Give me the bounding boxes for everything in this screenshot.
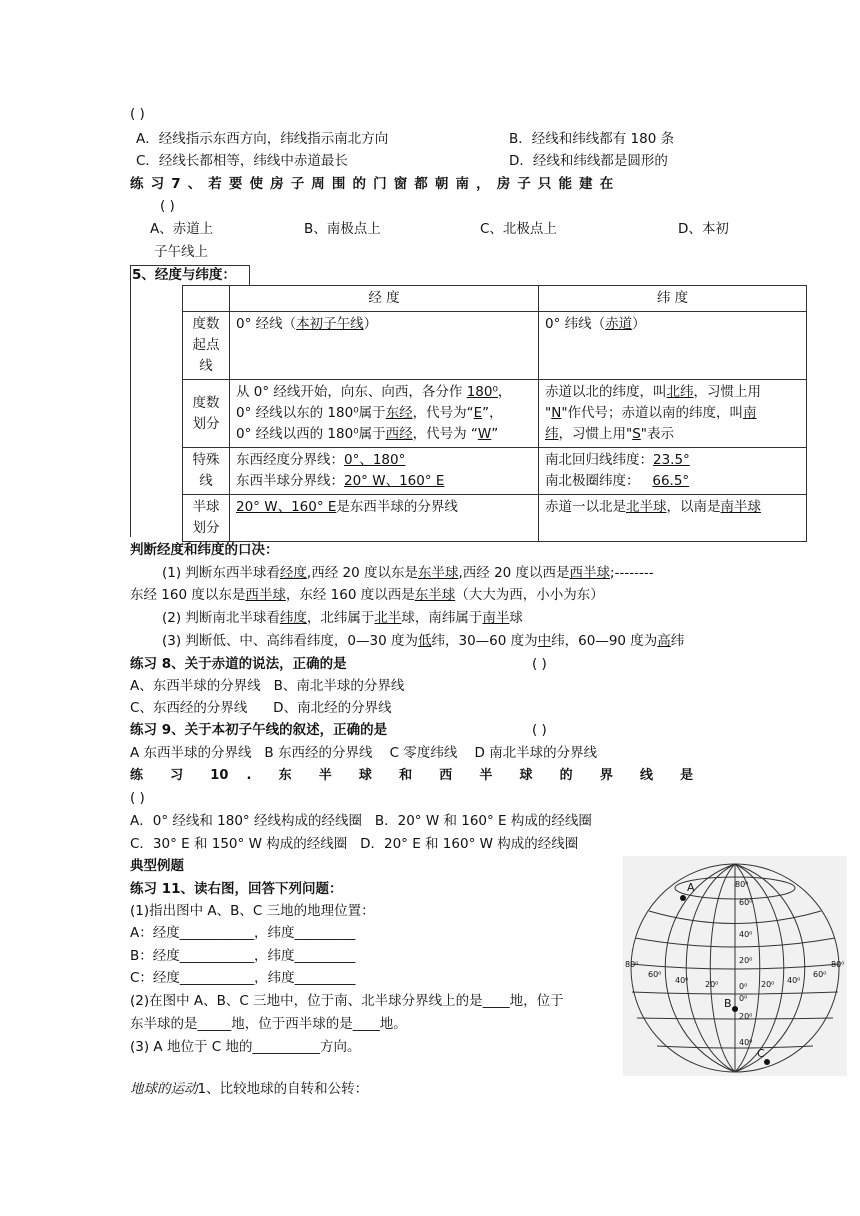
q8-options-ab: A、东西半球的分界线 B、南北半球的分界线 — [130, 678, 405, 694]
hemisphere-longitude: 20° W、160° E是东西半球的分界线 — [230, 495, 539, 542]
rhyme-line-1: (1) 判断东西半球看经度,西经 20 度以东是东半球,西经 20 度以西是西半球;-------- — [162, 565, 654, 581]
lon-lat-table — [182, 285, 807, 542]
q6-option-c: C．经线长都相等，纬线中赤道最长 — [136, 153, 348, 169]
q7-option-c: C、北极点上 — [480, 221, 557, 237]
q6-option-a: A．经线指示东西方向，纬线指示南北方向 — [136, 131, 389, 147]
q6-option-d: D．经线和纬线都是圆形的 — [509, 153, 668, 169]
row-key-origin: 度数起点线 — [183, 312, 230, 380]
division-latitude: 赤道以北的纬度，叫北纬，习惯上用 "N"作代号；赤道以南的纬度，叫南 纬，习惯上用"S"表示 — [539, 380, 807, 448]
section5-frame — [130, 285, 183, 537]
q10-options-ab: A．0° 经线和 180° 经线构成的经线圈 B．20° W 和 160° E 构成的经线圈 — [130, 813, 592, 829]
globe-figure — [623, 856, 847, 1076]
division-longitude: 从 0° 经线开始，向东、向西，各分作 180⁰， 0° 经线以东的 180⁰属于东经，代号为“E”， 0° 经线以西的 180⁰属于西经，代号为 “W” — [230, 380, 539, 448]
tick-lon-w60: 60⁰ — [648, 970, 662, 979]
q6-option-b: B．经线和纬线都有 180 条 — [509, 131, 675, 147]
tick-lat-20: 20⁰ — [739, 956, 753, 965]
special-latitude: 南北回归线纬度：23.5° 南北极圈纬度： 66.5° — [539, 448, 807, 495]
rhyme-line-4: (3) 判断低、中、高纬看纬度，0—30 度为低纬，30—60 度为中纬，60—90 度为高纬 — [162, 633, 685, 649]
q11-stem: 练习 11、读右图，回答下列问题： — [130, 881, 343, 897]
tick-lat-80: 80⁰ — [735, 880, 749, 889]
q7-option-b: B、南极点上 — [304, 221, 381, 237]
tick-lon-w80: 80⁰ — [625, 960, 639, 969]
rhyme-title: 判断经度和纬度的口决： — [130, 542, 279, 558]
tick-eq-0: 0⁰ — [739, 982, 748, 991]
label-b: B — [724, 997, 732, 1010]
label-c: C — [757, 1047, 765, 1060]
tick-lon-e60: 60⁰ — [813, 970, 827, 979]
earth-motion-heading: 地球的运动1、比较地球的自转和公转： — [130, 1081, 369, 1097]
q7-option-a: A、赤道上 — [150, 221, 214, 237]
lon-line-w20 — [710, 864, 735, 1072]
q9-answer-paren: ( ) — [532, 722, 547, 738]
q11-part-3: (3) A 地位于 C 地的__________方向。 — [130, 1039, 361, 1055]
tick-lon-e80: 80⁰ — [831, 960, 845, 969]
label-a: A — [687, 881, 695, 894]
row-key-division: 度数划分 — [183, 380, 230, 448]
table-corner — [183, 286, 230, 312]
tick-lon-0: 0⁰ — [739, 994, 748, 1003]
origin-latitude: 0° 纬线（赤道） — [539, 312, 807, 380]
row-key-hemisphere: 半球划分 — [183, 495, 230, 542]
q7-stem: 练 习 7 、 若 要 使 房 子 周 围 的 门 窗 都 朝 南 ， 房 子 只 能 建 在 — [130, 176, 615, 192]
q7-option-d-cont: 子午线上 — [154, 244, 208, 260]
special-longitude: 东西经度分界线：0°、180° 东西半球分界线：20° W、160° E — [230, 448, 539, 495]
q11-part-2b: 东半球的是_____地，位于西半球的是____地。 — [130, 1016, 407, 1032]
tick-lat-s40: 40⁰ — [739, 1038, 753, 1047]
q10-options-cd: C．30° E 和 150° W 构成的经线圈 D．20° E 和 160° W 构成的经线圈 — [130, 836, 579, 852]
q11-part-2a: (2)在图中 A、B、C 三地中，位于南、北半球分界线上的是____地，位于 — [130, 993, 564, 1009]
rhyme-line-3: (2) 判断南北半球看纬度，北纬属于北半球，南纬属于南半球 — [162, 610, 523, 626]
header-longitude: 经 度 — [230, 286, 539, 312]
example-title: 典型例题 — [130, 858, 184, 874]
q11-part-1: (1)指出图中 A、B、C 三地的地理位置： — [130, 903, 375, 919]
q11-blank-c: C：经度___________，纬度_________ — [130, 970, 356, 986]
rhyme-line-2: 东经 160 度以东是西半球，东经 160 度以西是东半球（大大为西，小小为东） — [130, 587, 604, 603]
tick-lat-60: 60⁰ — [739, 898, 753, 907]
header-latitude: 纬 度 — [539, 286, 807, 312]
q9-stem: 练习 9、关于本初子午线的叙述，正确的是 — [130, 722, 388, 738]
q10-stem: 练 习 10 . 东 半 球 和 西 半 球 的 界 线 是 — [130, 768, 694, 783]
point-a — [680, 895, 686, 901]
row-key-special: 特殊线 — [183, 448, 230, 495]
q10-answer-paren: ( ) — [130, 790, 145, 806]
q7-option-d: D、本初 — [678, 221, 729, 237]
tick-lon-w40: 40⁰ — [675, 976, 689, 985]
q11-blank-b: B：经度___________，纬度_________ — [130, 948, 356, 964]
q8-options-cd: C、东西经的分界线 D、南北经的分界线 — [130, 700, 392, 716]
tick-lat-s20: 20⁰ — [739, 1012, 753, 1021]
tick-lat-40: 40⁰ — [739, 930, 753, 939]
q8-answer-paren: ( ) — [532, 656, 547, 672]
point-b — [732, 1006, 738, 1012]
tick-lon-e20: 20⁰ — [761, 980, 775, 989]
section5-title: 5、经度与纬度： — [132, 267, 236, 283]
q7-answer-paren: ( ) — [160, 198, 175, 214]
q8-stem: 练习 8、关于赤道的说法，正确的是 — [130, 656, 347, 672]
tick-lon-e40: 40⁰ — [787, 976, 801, 985]
q9-options: A 东西半球的分界线 B 东西经的分界线 C 零度纬线 D 南北半球的分界线 — [130, 745, 598, 761]
q11-blank-a: A：经度___________，纬度_________ — [130, 925, 356, 941]
q6-answer-paren: ( ) — [130, 106, 145, 122]
tick-lon-w20: 20⁰ — [705, 980, 719, 989]
hemisphere-latitude: 赤道一以北是北半球，以南是南半球 — [539, 495, 807, 542]
origin-longitude: 0° 经线（本初子午线） — [230, 312, 539, 380]
